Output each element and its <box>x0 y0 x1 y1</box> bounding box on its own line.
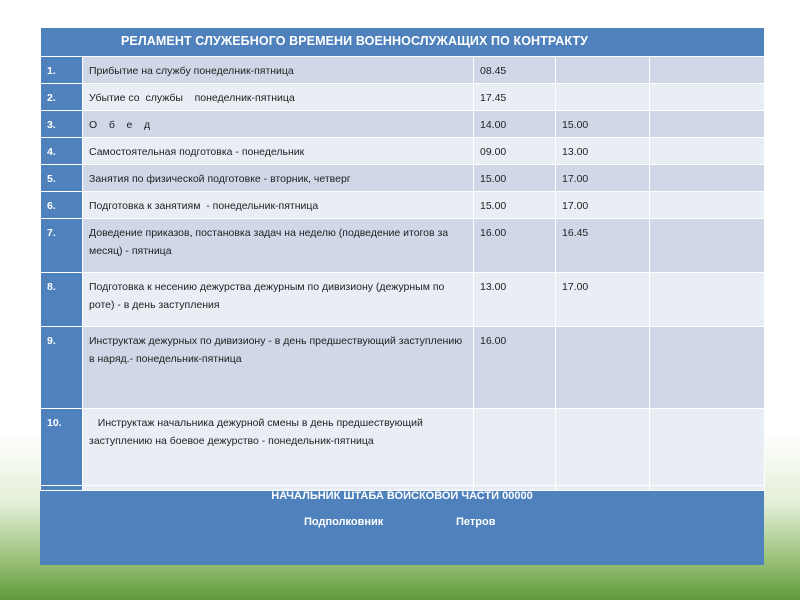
row-extra <box>650 84 765 111</box>
commander-rank: Подполковник <box>304 516 384 528</box>
row-start-time: 09.00 <box>474 138 556 165</box>
row-extra <box>650 327 765 409</box>
row-end-time <box>556 327 650 409</box>
row-number: 3. <box>41 111 83 138</box>
row-number: 4. <box>41 138 83 165</box>
row-activity: Доведение приказов, постановка задач на неделю (подведение итогов за месяц) - пятница <box>83 219 474 273</box>
row-end-time: 17.00 <box>556 192 650 219</box>
row-start-time: 16.00 <box>474 327 556 409</box>
row-activity: Занятия по физической подготовке - вторник, четверг <box>83 165 474 192</box>
row-activity: О б е д <box>83 111 474 138</box>
row-extra <box>650 273 765 327</box>
row-extra <box>650 192 765 219</box>
row-activity: Инструктаж дежурных по дивизиону - в день предшествующий заступлению в наряд.- понедельник-пятница <box>83 327 474 409</box>
commander-name: Петров <box>456 516 496 528</box>
row-extra <box>650 219 765 273</box>
row-extra <box>650 111 765 138</box>
row-activity: Инструктаж начальника дежурной смены в день предшествующий заступлению на боевое дежурство - понедельник-пятница <box>83 409 474 491</box>
row-number: 6. <box>41 192 83 219</box>
table-title: РЕЛАМЕНТ СЛУЖЕБНОГО ВРЕМЕНИ ВОЕННОСЛУЖАЩИХ ПО КОНТРАКТУ <box>41 28 765 57</box>
row-start-time: 08.45 <box>474 57 556 84</box>
row-number: 5. <box>41 165 83 192</box>
commander-title: НАЧАЛЬНИК ШТАБА ВОЙСКОВОЙ ЧАСТИ 00000 <box>271 490 533 502</box>
table-row <box>41 192 765 219</box>
table-row <box>41 57 765 84</box>
row-start-time: 16.00 <box>474 219 556 273</box>
row-end-time: 17.00 <box>556 273 650 327</box>
row-end-time: 17.00 <box>556 165 650 192</box>
row-end-time: 13.00 <box>556 138 650 165</box>
table-row <box>41 165 765 192</box>
row-end-time: 16.45 <box>556 219 650 273</box>
table-row <box>41 273 765 327</box>
regulation-slide <box>40 27 764 565</box>
row-start-time: 14.00 <box>474 111 556 138</box>
row-end-time <box>556 409 650 491</box>
row-start-time: 17.45 <box>474 84 556 111</box>
row-extra <box>650 57 765 84</box>
row-end-time <box>556 57 650 84</box>
row-number: 10. <box>41 409 83 491</box>
row-extra <box>650 409 765 491</box>
row-start-time <box>474 409 556 491</box>
row-activity: Самостоятельная подготовка - понедельник <box>83 138 474 165</box>
table-row <box>41 327 765 409</box>
row-number: 7. <box>41 219 83 273</box>
row-end-time <box>556 84 650 111</box>
row-start-time: 15.00 <box>474 192 556 219</box>
signature-block <box>40 485 764 566</box>
row-start-time: 13.00 <box>474 273 556 327</box>
table-row <box>41 111 765 138</box>
row-number: 8. <box>41 273 83 327</box>
row-number: 2. <box>41 84 83 111</box>
row-activity: Убытие со службы понеделник-пятница <box>83 84 474 111</box>
row-activity: Прибытие на службу понеделник-пятница <box>83 57 474 84</box>
row-activity: Подготовка к занятиям - понедельник-пятница <box>83 192 474 219</box>
schedule-table <box>40 27 765 491</box>
table-row <box>41 138 765 165</box>
row-start-time: 15.00 <box>474 165 556 192</box>
table-row <box>41 84 765 111</box>
row-number: 9. <box>41 327 83 409</box>
row-extra <box>650 165 765 192</box>
row-end-time: 15.00 <box>556 111 650 138</box>
row-number: 1. <box>41 57 83 84</box>
row-extra <box>650 138 765 165</box>
table-row <box>41 409 765 491</box>
table-row <box>41 219 765 273</box>
row-activity: Подготовка к несению дежурства дежурным по дивизиону (дежурным по роте) - в день заступления <box>83 273 474 327</box>
